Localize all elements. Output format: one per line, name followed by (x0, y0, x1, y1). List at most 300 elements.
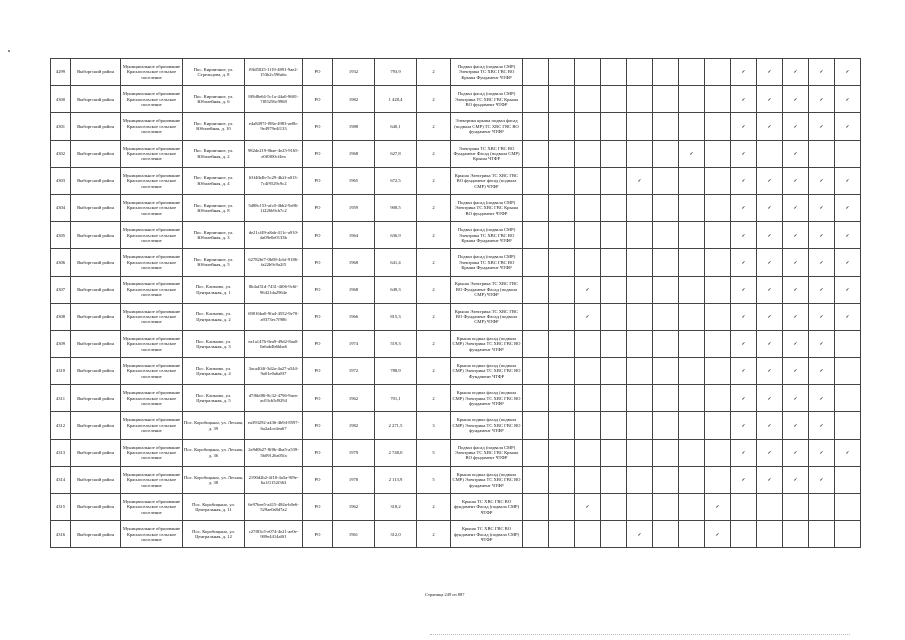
row-mark-cell (783, 140, 809, 167)
row-guid: 3aca404f-3d2a-4a27-a544-9a01e0a6a8f7 (245, 358, 303, 385)
row-floors: 2 (417, 222, 451, 249)
row-district: Выборгский район (71, 466, 121, 493)
row-address: Пос. Кирпичное, ул. Юбилейная, д. 2 (183, 140, 245, 167)
table-row (51, 494, 861, 521)
check-icon: ✓ (793, 205, 798, 211)
row-mark-cell (575, 412, 601, 439)
row-mark-cell (653, 222, 679, 249)
row-mark-cell (653, 412, 679, 439)
row-mark-cell (627, 358, 653, 385)
row-mark-cell (809, 140, 835, 167)
row-mark-cell (783, 167, 809, 194)
row-area: 701,1 (375, 385, 417, 412)
row-number: 4300 (51, 86, 71, 113)
check-icon: ✓ (793, 150, 798, 156)
row-mark-cell (601, 385, 627, 412)
row-mark-cell (653, 167, 679, 194)
row-number: 4315 (51, 494, 71, 521)
row-mark-cell (523, 167, 549, 194)
check-icon: ✓ (793, 69, 798, 75)
check-icon: ✓ (767, 123, 772, 129)
row-district: Выборгский район (71, 249, 121, 276)
table-row (51, 521, 861, 548)
row-mark-cell (549, 358, 575, 385)
row-number: 4314 (51, 466, 71, 493)
row-mark-cell (705, 86, 731, 113)
row-mark-cell (653, 140, 679, 167)
row-mark-cell (757, 330, 783, 357)
row-mark-cell (679, 330, 705, 357)
row-mark-cell (757, 521, 783, 548)
row-mark-cell (705, 113, 731, 140)
row-address: Пос. Кирпичное, ул. Стрельцова, д. 8 (183, 59, 245, 86)
row-number: 4311 (51, 385, 71, 412)
row-owner: Муниципальное образование Красносельское сельское поселение (121, 140, 183, 167)
row-guid: 63f4fb4b-5c29-4b2f-a013-7c4f9529c9c2 (245, 167, 303, 194)
row-area: 641,4 (375, 249, 417, 276)
row-district: Выборгский район (71, 113, 121, 140)
check-icon: ✓ (767, 314, 772, 320)
row-mark-cell (757, 113, 783, 140)
row-owner: Муниципальное образование Красносельское сельское поселение (121, 86, 183, 113)
row-mark-cell (809, 494, 835, 521)
row-mark-cell (783, 466, 809, 493)
row-mark-cell (835, 303, 861, 330)
check-icon: ✓ (819, 69, 824, 75)
row-mark-cell (705, 167, 731, 194)
row-mark-cell (549, 412, 575, 439)
row-mark-cell (601, 330, 627, 357)
check-icon: ✓ (741, 96, 746, 102)
row-address: Пос. Климово, ул. Центральная, д. 1 (183, 276, 245, 303)
row-mark-cell (549, 140, 575, 167)
row-mark-cell (601, 167, 627, 194)
row-mark-cell (601, 59, 627, 86)
row-number: 4306 (51, 249, 71, 276)
row-mark-cell (783, 412, 809, 439)
check-icon: ✓ (845, 123, 850, 129)
row-guid: 2a9d0b27-8f0b-4ba5-a539-5b09126a05fa (245, 439, 303, 466)
table-row (51, 194, 861, 221)
row-guid: c27f83c5-e074-4e21-ae0e-909e4414a8f1 (245, 521, 303, 548)
row-floors: 2 (417, 194, 451, 221)
row-mark-cell (575, 86, 601, 113)
table-row (51, 86, 861, 113)
row-type: РО (303, 521, 333, 548)
row-type: РО (303, 167, 333, 194)
row-mark-cell (705, 466, 731, 493)
row-owner: Муниципальное образование Красносельское сельское поселение (121, 466, 183, 493)
row-mark-cell (549, 439, 575, 466)
row-owner: Муниципальное образование Красносельское сельское поселение (121, 249, 183, 276)
row-type: РО (303, 439, 333, 466)
row-number: 4302 (51, 140, 71, 167)
row-mark-cell (705, 276, 731, 303)
row-address: Пос. Коробицыно, ул. Лесная, д. 39 (183, 412, 245, 439)
row-address: Пос. Климово, ул. Центральная, д. 2 (183, 303, 245, 330)
row-mark-cell (757, 222, 783, 249)
row-mark-cell (809, 86, 835, 113)
row-mark-cell (549, 113, 575, 140)
check-icon: ✓ (741, 232, 746, 238)
row-year: 1961 (333, 521, 375, 548)
row-mark-cell (679, 249, 705, 276)
check-icon: ✓ (845, 178, 850, 184)
row-mark-cell (705, 358, 731, 385)
row-mark-cell (549, 521, 575, 548)
row-mark-cell (731, 113, 757, 140)
check-icon: ✓ (793, 178, 798, 184)
row-owner: Муниципальное образование Красносельское сельское поселение (121, 303, 183, 330)
row-mark-cell (627, 59, 653, 86)
check-icon: ✓ (819, 477, 824, 483)
row-year: 1932 (333, 59, 375, 86)
row-works: Крыша ТС ХВС ГВС ВО фундамент Фасад (подвала СМР) ЧТФР (451, 521, 523, 548)
row-mark-cell (809, 412, 835, 439)
check-icon: ✓ (819, 178, 824, 184)
row-mark-cell (809, 439, 835, 466)
row-mark-cell (705, 303, 731, 330)
row-mark-cell (627, 86, 653, 113)
check-icon: ✓ (793, 259, 798, 265)
row-address: Пос. Климово, ул. Центральная, д. 5 (183, 385, 245, 412)
check-icon: ✓ (689, 150, 694, 156)
row-number: 4308 (51, 303, 71, 330)
row-address: Пос. Климово, ул. Центральная, д. 4 (183, 358, 245, 385)
row-mark-cell (835, 140, 861, 167)
row-mark-cell (601, 113, 627, 140)
row-district: Выборгский район (71, 222, 121, 249)
row-mark-cell (731, 249, 757, 276)
row-owner: Муниципальное образование Красносельское сельское поселение (121, 358, 183, 385)
row-mark-cell (627, 439, 653, 466)
check-icon: ✓ (845, 232, 850, 238)
row-mark-cell (679, 439, 705, 466)
row-mark-cell (653, 59, 679, 86)
row-year: 1962 (333, 494, 375, 521)
row-mark-cell (627, 276, 653, 303)
row-mark-cell (757, 358, 783, 385)
check-icon: ✓ (793, 368, 798, 374)
row-mark-cell (731, 494, 757, 521)
row-works: Подвал фасад (подвала СМР) Электрика ТС ХВС ГВС Крыша ВО фундамент ЧТФР (451, 194, 523, 221)
check-icon: ✓ (741, 123, 746, 129)
row-works: Крыша Электрика ТС ХВС ГВС ВО фундамент фасад (подвала СМР) ЧТФР (451, 167, 523, 194)
row-mark-cell (705, 249, 731, 276)
check-icon: ✓ (845, 205, 850, 211)
row-floors: 2 (417, 86, 451, 113)
row-works: Крыша Электрика ТС ХВС ГВС ВО Фундамент Фасад (подвала СМР) ЧТФР (451, 276, 523, 303)
row-mark-cell (679, 140, 705, 167)
row-floors: 5 (417, 439, 451, 466)
row-type: РО (303, 194, 333, 221)
check-icon: ✓ (741, 422, 746, 428)
row-floors: 3 (417, 412, 451, 439)
row-mark-cell (523, 86, 549, 113)
row-owner: Муниципальное образование Красносельское сельское поселение (121, 167, 183, 194)
row-year: 1972 (333, 358, 375, 385)
row-mark-cell (783, 521, 809, 548)
row-mark-cell (705, 140, 731, 167)
row-mark-cell (835, 113, 861, 140)
row-owner: Муниципальное образование Красносельское сельское поселение (121, 330, 183, 357)
row-mark-cell (731, 385, 757, 412)
row-mark-cell (627, 385, 653, 412)
row-mark-cell (653, 276, 679, 303)
row-mark-cell (783, 439, 809, 466)
row-mark-cell (575, 276, 601, 303)
check-icon: ✓ (741, 259, 746, 265)
row-mark-cell (731, 466, 757, 493)
row-mark-cell (783, 222, 809, 249)
row-floors: 2 (417, 330, 451, 357)
check-icon: ✓ (767, 450, 772, 456)
row-district: Выборгский район (71, 276, 121, 303)
row-mark-cell (835, 494, 861, 521)
row-mark-cell (523, 59, 549, 86)
check-icon: ✓ (767, 205, 772, 211)
row-mark-cell (575, 167, 601, 194)
row-mark-cell (549, 303, 575, 330)
row-guid: ea1a1476-0ea9-49d2-8aa0-0a6ab4b6bba6 (245, 330, 303, 357)
row-mark-cell (523, 194, 549, 221)
row-mark-cell (809, 276, 835, 303)
check-icon: ✓ (767, 178, 772, 184)
row-guid: 5d88c153-afc0-4bb2-9a96-1f226b9cb7c2 (245, 194, 303, 221)
row-mark-cell (783, 249, 809, 276)
row-mark-cell (679, 412, 705, 439)
row-area: 318,2 (375, 494, 417, 521)
check-icon: ✓ (819, 286, 824, 292)
check-icon: ✓ (767, 259, 772, 265)
row-mark-cell (783, 385, 809, 412)
table-row (51, 358, 861, 385)
row-address: Пос. Кирпичное, ул. Юбилейная, д. 6 (183, 86, 245, 113)
row-mark-cell (679, 113, 705, 140)
row-number: 4299 (51, 59, 71, 86)
row-guid: 69016ba0-9fa4-4552-9e70-a9373ec7f986 (245, 303, 303, 330)
row-address: Пос. Климово, ул. Центральная, д. 3 (183, 330, 245, 357)
row-mark-cell (731, 358, 757, 385)
row-mark-cell (809, 249, 835, 276)
row-floors: 2 (417, 358, 451, 385)
row-mark-cell (601, 194, 627, 221)
row-owner: Муниципальное образование Красносельское сельское поселение (121, 59, 183, 86)
check-icon: ✓ (819, 341, 824, 347)
row-works: Крыша подвал фасад (подвала СМР) Электрика ТС ХВС ГВС ВО фундамент ЧТФР (451, 330, 523, 357)
check-icon: ✓ (637, 178, 642, 184)
row-mark-cell (809, 466, 835, 493)
row-mark-cell (523, 521, 549, 548)
row-mark-cell (757, 249, 783, 276)
row-mark-cell (757, 385, 783, 412)
row-mark-cell (627, 249, 653, 276)
row-mark-cell (705, 494, 731, 521)
row-mark-cell (575, 330, 601, 357)
row-mark-cell (731, 412, 757, 439)
row-district: Выборгский район (71, 303, 121, 330)
row-floors: 2 (417, 385, 451, 412)
row-mark-cell (653, 113, 679, 140)
row-type: РО (303, 86, 333, 113)
check-icon: ✓ (741, 178, 746, 184)
check-icon: ✓ (767, 422, 772, 428)
row-number: 4305 (51, 222, 71, 249)
row-area: 649,3 (375, 276, 417, 303)
row-mark-cell (601, 466, 627, 493)
row-mark-cell (549, 466, 575, 493)
check-icon: ✓ (741, 341, 746, 347)
row-mark-cell (575, 140, 601, 167)
row-mark-cell (575, 358, 601, 385)
row-type: РО (303, 358, 333, 385)
row-mark-cell (549, 494, 575, 521)
row-mark-cell (653, 385, 679, 412)
row-mark-cell (601, 276, 627, 303)
row-mark-cell (627, 494, 653, 521)
row-mark-cell (757, 412, 783, 439)
row-mark-cell (809, 113, 835, 140)
row-mark-cell (653, 303, 679, 330)
row-mark-cell (575, 439, 601, 466)
row-mark-cell (549, 59, 575, 86)
check-icon: ✓ (845, 314, 850, 320)
row-address: Пос. Кирпичное, ул. Юбилейная, д. 5 (183, 249, 245, 276)
row-mark-cell (679, 494, 705, 521)
check-icon: ✓ (819, 422, 824, 428)
row-mark-cell (627, 167, 653, 194)
row-address: Пос. Коробицыно, ул. Лесная, д. 36 (183, 439, 245, 466)
row-year: 1968 (333, 276, 375, 303)
row-works: Подвал фасад (подвала СМР) Электрика ТС ХВС ГВС Крыша ВО фундамент ЧТФР (451, 439, 523, 466)
row-mark-cell (601, 140, 627, 167)
row-mark-cell (575, 466, 601, 493)
row-mark-cell (757, 303, 783, 330)
row-number: 4316 (51, 521, 71, 548)
row-mark-cell (575, 59, 601, 86)
row-mark-cell (653, 466, 679, 493)
check-icon: ✓ (767, 341, 772, 347)
row-owner: Муниципальное образование Красносельское сельское поселение (121, 494, 183, 521)
row-guid: 982de219-0bae-4e25-9165-e0f0f00cf4ea (245, 140, 303, 167)
table-row (51, 140, 861, 167)
check-icon: ✓ (741, 286, 746, 292)
row-mark-cell (783, 330, 809, 357)
row-owner: Муниципальное образование Красносельское сельское поселение (121, 194, 183, 221)
row-area: 640,1 (375, 113, 417, 140)
row-address: Пос. Кирпичное, ул. Юбилейная, д. 8 (183, 194, 245, 221)
row-district: Выборгский район (71, 358, 121, 385)
check-icon: ✓ (819, 96, 824, 102)
row-mark-cell (575, 385, 601, 412)
row-mark-cell (679, 276, 705, 303)
row-area: 519,3 (375, 330, 417, 357)
row-floors: 2 (417, 167, 451, 194)
check-icon: ✓ (741, 314, 746, 320)
row-mark-cell (731, 167, 757, 194)
row-mark-cell (523, 303, 549, 330)
row-number: 4310 (51, 358, 71, 385)
row-mark-cell (705, 521, 731, 548)
row-works: Электрика крыша подвал фасад (подвала СМР) ТС ХВС ГВС ВО фундамент ЧТФР (451, 113, 523, 140)
row-mark-cell (523, 113, 549, 140)
row-district: Выборгский район (71, 59, 121, 86)
row-district: Выборгский район (71, 194, 121, 221)
check-icon: ✓ (793, 341, 798, 347)
table-row (51, 113, 861, 140)
row-mark-cell (731, 194, 757, 221)
row-mark-cell (549, 86, 575, 113)
check-icon: ✓ (767, 232, 772, 238)
row-mark-cell (705, 59, 731, 86)
row-mark-cell (627, 330, 653, 357)
check-icon: ✓ (767, 69, 772, 75)
row-mark-cell (757, 494, 783, 521)
row-mark-cell (549, 249, 575, 276)
row-mark-cell (835, 249, 861, 276)
row-works: Подвал фасад (подвала СМР) Электрика ТС ХВС ГВС ВО Крыша Фундамент ЧТФР (451, 59, 523, 86)
row-address: Пос. Коробицыно, ул. Лесная, д. 38 (183, 466, 245, 493)
row-number: 4301 (51, 113, 71, 140)
row-mark-cell (809, 59, 835, 86)
check-icon: ✓ (819, 395, 824, 401)
row-year: 1962 (333, 385, 375, 412)
row-mark-cell (731, 330, 757, 357)
row-number: 4303 (51, 167, 71, 194)
table-row (51, 439, 861, 466)
row-type: РО (303, 330, 333, 357)
check-icon: ✓ (793, 286, 798, 292)
row-mark-cell (809, 167, 835, 194)
check-icon: ✓ (715, 531, 720, 537)
row-mark-cell (757, 59, 783, 86)
row-mark-cell (835, 330, 861, 357)
row-mark-cell (809, 330, 835, 357)
row-mark-cell (679, 466, 705, 493)
row-mark-cell (523, 412, 549, 439)
row-guid: 2190d2b2-4f18-4a5a-9f9e-6a1f1152f363 (245, 466, 303, 493)
row-area: 312,0 (375, 521, 417, 548)
check-icon: ✓ (819, 259, 824, 265)
row-owner: Муниципальное образование Красносельское сельское поселение (121, 412, 183, 439)
row-guid: f9fd5025-1f19-4891-9ae2-153b2c596abc (245, 59, 303, 86)
check-icon: ✓ (793, 314, 798, 320)
row-mark-cell (705, 194, 731, 221)
row-works: Электрика ТС ХВС ГВС ВО Фундамент Фасад (подвала СМР) Крыша ЧТФР (451, 140, 523, 167)
row-floors: 2 (417, 140, 451, 167)
check-icon: ✓ (741, 450, 746, 456)
row-mark-cell (653, 194, 679, 221)
row-area: 636,9 (375, 222, 417, 249)
check-icon: ✓ (819, 450, 824, 456)
row-works: Крыша подвал фасад (подвала СМР) Электрика ТС ХВС ГВС ВО фундамент ЧТФР (451, 412, 523, 439)
row-mark-cell (549, 194, 575, 221)
row-area: 2 271,5 (375, 412, 417, 439)
row-mark-cell (731, 276, 757, 303)
table-row (51, 249, 861, 276)
row-district: Выборгский район (71, 494, 121, 521)
row-address: Пос. Кирпичное, ул. Юбилейная, д. 4 (183, 167, 245, 194)
row-mark-cell (783, 494, 809, 521)
row-area: 815,3 (375, 303, 417, 330)
row-floors: 2 (417, 113, 451, 140)
row-mark-cell (679, 358, 705, 385)
row-type: РО (303, 140, 333, 167)
row-works: Крыша ТС ХВС ГВС ВО фундамент Фасад (подвала СМР) ЧТФР (451, 494, 523, 521)
row-owner: Муниципальное образование Красносельское сельское поселение (121, 113, 183, 140)
table-row (51, 330, 861, 357)
row-mark-cell (523, 494, 549, 521)
